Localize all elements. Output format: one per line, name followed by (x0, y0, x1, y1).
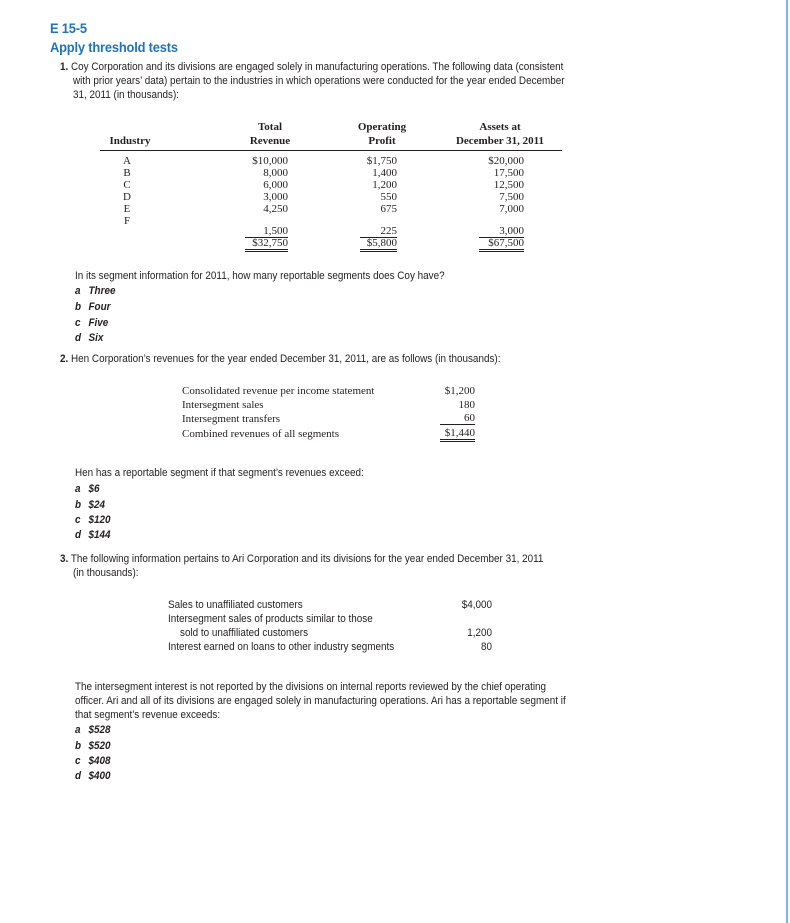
revenue-cell: 4,250 (263, 203, 288, 215)
option-a[interactable]: a $528 (75, 724, 111, 736)
question-2-prompt: Hen has a reportable segment if that segment’s revenues exceed: (75, 467, 364, 479)
hen-item-label: Consolidated revenue per income statement (182, 385, 375, 397)
industry-cell: F (123, 215, 131, 227)
assets-cell: $20,000 (488, 155, 524, 167)
question-3-prompt-2: officer. Ari and all of its divisions are engaged solely in manufacturing operations. Ari has a reportable segment if (75, 695, 566, 707)
option-c[interactable]: c Five (75, 317, 109, 329)
assets-cell: 7,500 (499, 191, 524, 203)
option-a[interactable]: a Three (75, 285, 116, 297)
question-1-text (60, 61, 604, 74)
question-3-line-2: (in thousands): (73, 567, 139, 579)
col-header-revenue-2: Revenue (249, 135, 291, 147)
question-1-prompt: In its segment information for 2011, how many reportable segments does Coy have? (75, 270, 445, 282)
option-b[interactable]: b $520 (75, 740, 111, 752)
option-d[interactable]: d Six (75, 332, 104, 344)
header-rule (100, 150, 562, 151)
revenue-cell: 8,000 (263, 167, 288, 179)
option-c[interactable]: c $408 (75, 755, 111, 767)
question-3-number: 3. (60, 553, 69, 565)
option-b[interactable]: b $24 (75, 499, 106, 511)
industry-cell: B (123, 167, 131, 179)
hen-item-label: Intersegment sales (182, 399, 264, 411)
profit-cell: 550 (380, 191, 397, 203)
revenue-total: $32,750 (245, 238, 288, 252)
question-1-line-3: 31, 2011 (in thousands): (73, 89, 180, 101)
hen-item-value: 60 (440, 413, 475, 425)
assets-cell: 3,000 (479, 226, 524, 238)
ari-sales-label: Sales to unaffiliated customers (168, 599, 303, 611)
assets-cell: 17,500 (493, 167, 524, 179)
col-header-profit-1: Operating (357, 121, 407, 133)
question-2-text: 2. Hen Corporation’s revenues for the year ended December 31, 2011, are as follows (in thousands): (60, 353, 501, 365)
profit-total: $5,800 (360, 238, 397, 252)
col-header-profit-2: Profit (368, 135, 396, 147)
col-header-industry: Industry (109, 135, 151, 147)
revenue-cell: $10,000 (252, 155, 288, 167)
hen-item-label: Combined revenues of all segments (182, 428, 340, 440)
industry-cell: C (123, 179, 131, 191)
exercise-code: E 15-5 (50, 20, 87, 36)
profit-cell: $1,750 (366, 155, 397, 167)
exercise-title: Apply threshold tests (50, 39, 178, 55)
assets-total: $67,500 (479, 238, 524, 252)
hen-item-value: 180 (458, 399, 475, 411)
page-edge-rule (786, 0, 788, 923)
industry-cell: E (123, 203, 131, 215)
assets-cell: 12,500 (493, 179, 524, 191)
ari-interseg-label-2: sold to unaffiliated customers (180, 627, 309, 639)
industry-cell: D (123, 191, 131, 203)
ari-interseg-value: 1,200 (467, 627, 492, 639)
revenue-cell: 1,500 (245, 226, 288, 238)
question-3-text: 3. The following information pertains to Ari Corporation and its divisions for the year ended December 31, 2011 (60, 553, 544, 565)
option-d[interactable]: d $400 (75, 770, 111, 782)
question-1-line-2: with prior years’ data) pertain to the industries in which operations were conducted for the year ended December (73, 75, 565, 87)
question-1-line-1: Coy Corporation and its divisions are engaged solely in manufacturing operations. The following data (consistent (71, 61, 564, 73)
col-header-revenue-1: Total (257, 121, 283, 133)
question-2-number: 2. (60, 353, 69, 365)
question-1-number: 1. (60, 61, 69, 73)
profit-cell: 1,200 (372, 179, 397, 191)
profit-cell: 675 (380, 203, 397, 215)
col-header-assets-2: December 31, 2011 (455, 135, 545, 147)
profit-cell: 225 (360, 226, 397, 238)
hen-item-value: $1,200 (444, 385, 475, 397)
ari-interseg-label-1: Intersegment sales of products similar to those (168, 613, 373, 625)
col-header-assets-1: Assets at (479, 121, 521, 133)
ari-sales-value: $4,000 (461, 599, 492, 611)
option-d[interactable]: d $144 (75, 529, 111, 541)
ari-interest-value: 80 (480, 641, 492, 653)
hen-item-value: $1,440 (440, 428, 475, 442)
option-b[interactable]: b Four (75, 301, 111, 313)
assets-cell: 7,000 (499, 203, 524, 215)
profit-cell: 1,400 (372, 167, 397, 179)
option-c[interactable]: c $120 (75, 514, 111, 526)
revenue-cell: 3,000 (263, 191, 288, 203)
ari-interest-label: Interest earned on loans to other industry segments (168, 641, 395, 653)
revenue-cell: 6,000 (263, 179, 288, 191)
industry-cell: A (123, 155, 131, 167)
option-a[interactable]: a $6 (75, 483, 100, 495)
hen-item-label: Intersegment transfers (182, 413, 281, 425)
question-3-prompt-1: The intersegment interest is not reported by the divisions on internal reports reviewed by the chief operating (75, 681, 547, 693)
question-3-prompt-3: that segment’s revenue exceeds: (75, 709, 221, 721)
